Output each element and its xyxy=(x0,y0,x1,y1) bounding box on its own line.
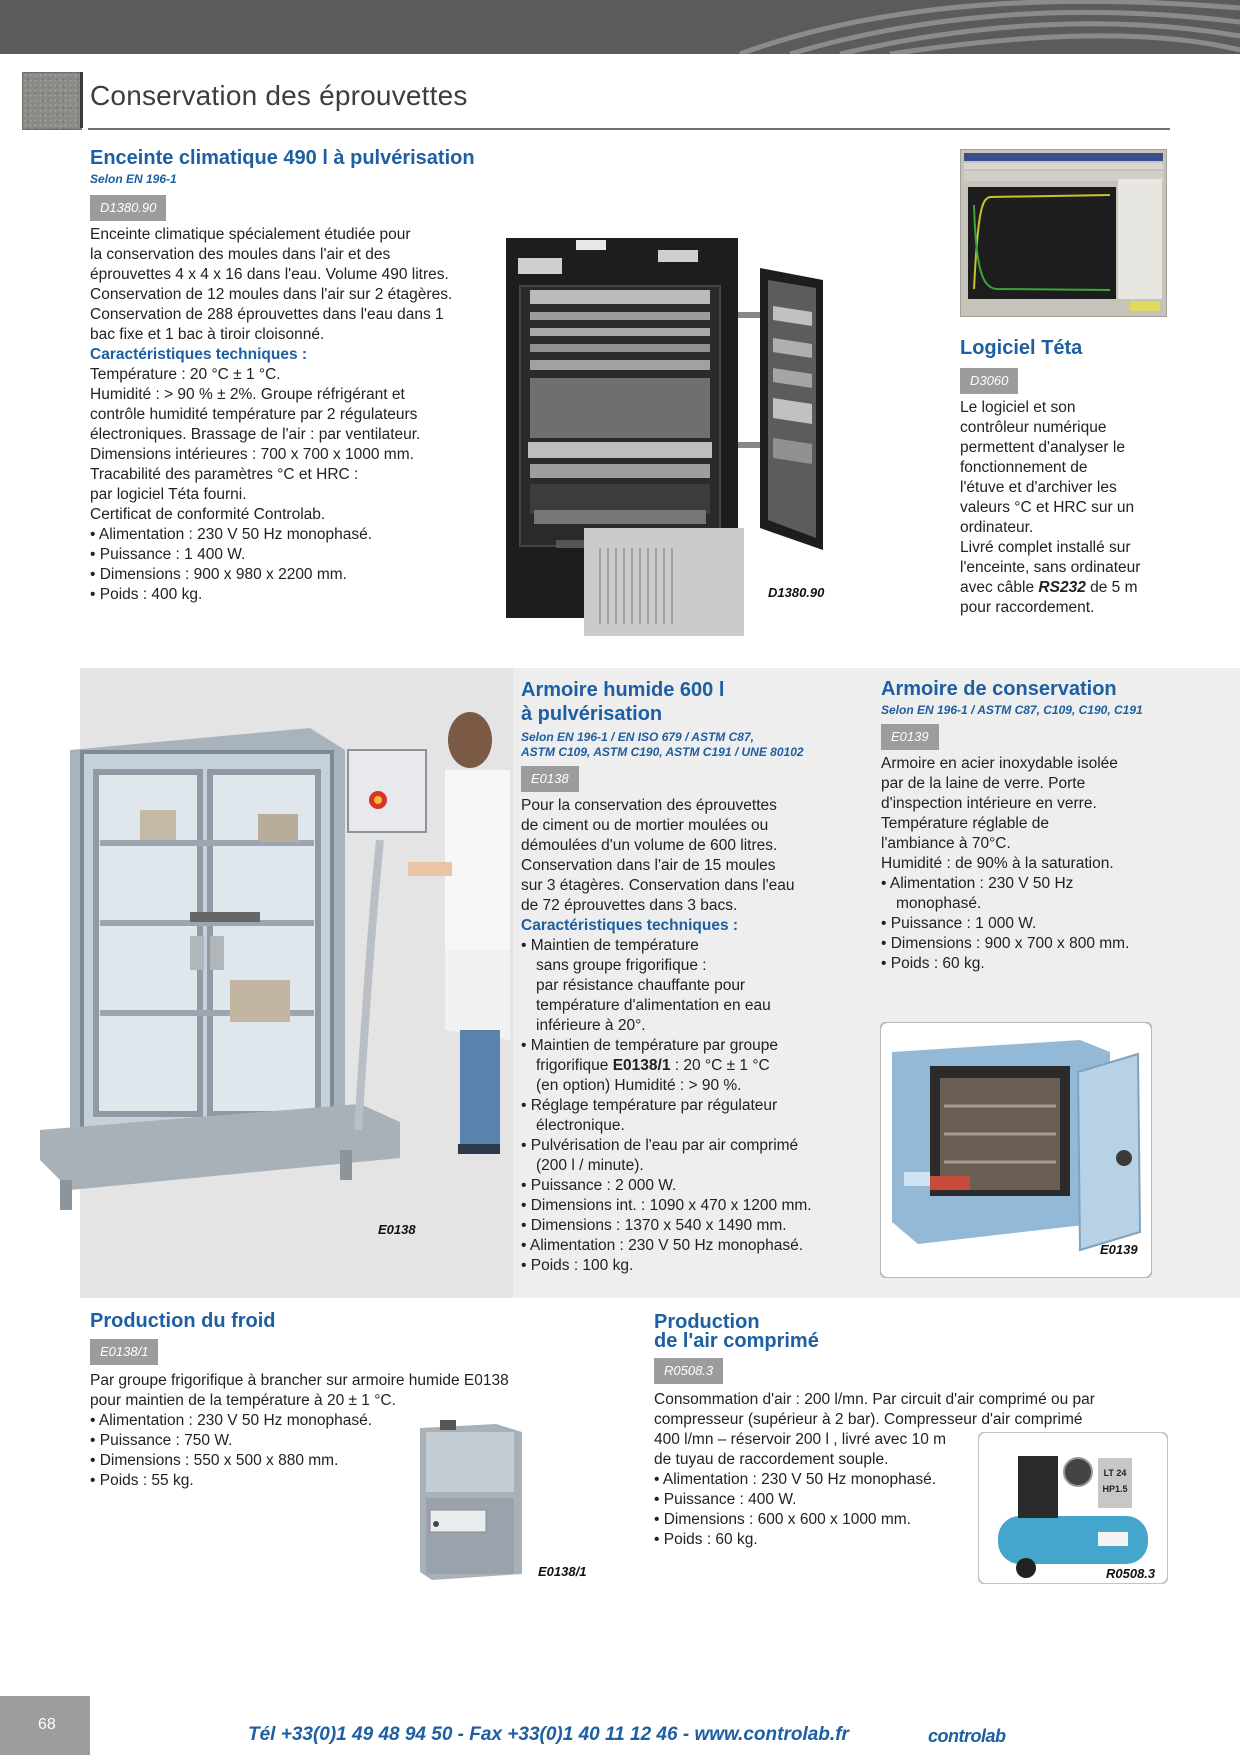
cooling-title: Production du froid xyxy=(90,1310,276,1332)
humid-cabinet-norm-2: ASTM C109, ASTM C190, ASTM C191 / UNE 80102 xyxy=(521,745,804,759)
spec-item: • Dimensions int. : 1090 x 470 x 1200 mm. xyxy=(521,1196,866,1216)
text-span: (en option) Humidité : > 90 %. xyxy=(536,1077,742,1094)
conservation-cabinet-norm: Selon EN 196-1 / ASTM C87, C109, C190, C191 xyxy=(881,703,1143,717)
feature-item xyxy=(521,936,866,1036)
text-line: Température : 20 °C ± 1 °C. xyxy=(90,366,281,383)
page-number: 68 xyxy=(38,1716,56,1733)
text-span: température d'alimentation en eau xyxy=(536,997,771,1014)
spec-item: • Poids : 100 kg. xyxy=(521,1256,866,1276)
spec-item: • Alimentation : 230 V 50 Hz monophasé. xyxy=(521,1236,866,1256)
logiciel-title: Logiciel Téta xyxy=(960,337,1083,359)
text-line: de 72 éprouvettes dans 3 bacs. xyxy=(521,897,738,914)
spec-item: • Puissance : 1 000 W. xyxy=(881,914,1236,934)
humid-cabinet-title-2: à pulvérisation xyxy=(521,703,663,725)
text-span: Maintien de température xyxy=(530,937,699,954)
enceinte-code: D1380.90 xyxy=(90,195,166,221)
enceinte-title: Enceinte climatique 490 l à pulvérisation xyxy=(90,147,475,169)
spec-item: • Puissance : 1 400 W. xyxy=(90,545,510,565)
text-line: permettent d'analyser le xyxy=(960,439,1125,456)
text-line: démoulées d'un volume de 600 litres. xyxy=(521,837,778,854)
spec-item: • Puissance : 400 W. xyxy=(654,1490,1199,1510)
compressed-air-title-2: de l'air comprimé xyxy=(654,1330,819,1352)
spec-list xyxy=(90,1411,610,1491)
compressor-label-hp: HP1.5 xyxy=(1102,1484,1128,1494)
text-span: avec câble xyxy=(960,579,1039,596)
compressor-caption: R0508.3 xyxy=(1106,1566,1156,1581)
spec-item xyxy=(881,874,1236,914)
text-line: sur 3 étagères. Conservation dans l'eau xyxy=(521,877,795,894)
conservation-cabinet-image xyxy=(880,1022,1152,1278)
conservation-cabinet-code: E0139 xyxy=(881,724,939,750)
text-line: pour raccordement. xyxy=(960,599,1095,616)
text-span: monophasé. xyxy=(896,895,982,912)
text-line: Pour la conservation des éprouvettes xyxy=(521,797,777,814)
spec-item: • Poids : 400 kg. xyxy=(90,585,510,605)
humid-cabinet-image xyxy=(40,690,510,1260)
text-line: l'étuve et d'archiver les xyxy=(960,479,1117,496)
text-span: électronique. xyxy=(536,1117,625,1134)
conservation-cabinet-caption: E0139 xyxy=(1100,1242,1138,1257)
cooling-body xyxy=(90,1371,610,1491)
text-line: valeurs °C et HRC sur un xyxy=(960,499,1135,516)
header-divider xyxy=(80,72,83,128)
text-span: : 20 °C ± 1 °C xyxy=(670,1057,770,1074)
header-texture-square xyxy=(22,72,82,130)
text-line: 400 l/mn – réservoir 200 l , livré avec 10 m xyxy=(654,1431,947,1448)
text-line: Par groupe frigorifique à brancher sur armoire humide E0138 xyxy=(90,1372,509,1389)
controlab-logo: controlab xyxy=(928,1726,1006,1746)
climatic-chamber-image xyxy=(498,228,928,640)
text-line: Conservation dans l'air de 15 moules xyxy=(521,857,776,874)
text-span: par résistance chauffante pour xyxy=(536,977,746,994)
text-line: Humidité : de 90% à la saturation. xyxy=(881,855,1114,872)
humid-cabinet-section xyxy=(521,678,866,1276)
text-line: l'ambiance à 70°C. xyxy=(881,835,1011,852)
text-line: Certificat de conformité Controlab. xyxy=(90,506,326,523)
humid-cabinet-caption: E0138 xyxy=(378,1222,416,1237)
text-line: par logiciel Téta fourni. xyxy=(90,486,247,503)
tech-heading: Caractéristiques techniques : xyxy=(521,917,739,934)
humid-cabinet-norm-1: Selon EN 196-1 / EN ISO 679 / ASTM C87, xyxy=(521,730,754,744)
enceinte-body xyxy=(90,225,510,605)
text-line: Enceinte climatique spécialement étudiée pour xyxy=(90,226,411,243)
text-line: compresseur (supérieur à 2 bar). Compresseur d'air comprimé xyxy=(654,1411,1083,1428)
spec-item: • Alimentation : 230 V 50 Hz monophasé. xyxy=(90,1411,610,1431)
header-rule xyxy=(88,128,1170,130)
conservation-cabinet-section xyxy=(881,677,1236,974)
spec-item: • Dimensions : 600 x 600 x 1000 mm. xyxy=(654,1510,1199,1530)
logiciel-section xyxy=(960,336,1190,618)
text-span: inférieure à 20°. xyxy=(536,1017,646,1034)
text-line: Température réglable de xyxy=(881,815,1050,832)
text-line: bac fixe et 1 bac à tiroir cloisonné. xyxy=(90,326,325,343)
text-line: pour maintien de la température à 20 ± 1 °C. xyxy=(90,1392,396,1409)
text-line: fonctionnement de xyxy=(960,459,1088,476)
text-span: Maintien de température par groupe xyxy=(530,1037,779,1054)
text-line: Armoire en acier inoxydable isolée xyxy=(881,755,1118,772)
cooling-code: E0138/1 xyxy=(90,1339,158,1365)
enceinte-norm: Selon EN 196-1 xyxy=(90,172,177,186)
feature-item xyxy=(521,1136,866,1176)
text-span: Réglage température par régulateur xyxy=(530,1097,778,1114)
text-line: Livré complet installé sur xyxy=(960,539,1131,556)
logiciel-code: D3060 xyxy=(960,368,1018,394)
spec-item: • Alimentation : 230 V 50 Hz monophasé. xyxy=(90,525,510,545)
compressed-air-title-1: Production xyxy=(654,1311,760,1333)
header-band xyxy=(0,0,1240,54)
spec-item: • Puissance : 2 000 W. xyxy=(521,1176,866,1196)
spec-item: • Dimensions : 550 x 500 x 880 mm. xyxy=(90,1451,610,1471)
text-line: Consommation d'air : 200 l/mn. Par circuit d'air comprimé ou par xyxy=(654,1391,1095,1408)
logiciel-body xyxy=(960,398,1190,618)
text-line: l'enceinte, sans ordinateur xyxy=(960,559,1141,576)
text-line: contrôleur numérique xyxy=(960,419,1107,436)
text-line: éprouvettes 4 x 4 x 16 dans l'eau. Volume 490 litres. xyxy=(90,266,449,283)
text-span: de 5 m xyxy=(1085,579,1138,596)
text-line: Conservation de 288 éprouvettes dans l'eau dans 1 xyxy=(90,306,444,323)
compressor-label-lt: LT 24 xyxy=(1103,1468,1127,1478)
text-line: ordinateur. xyxy=(960,519,1034,536)
text-line: électroniques. Brassage de l'air : par ventilateur. xyxy=(90,426,421,443)
text-span: sans groupe frigorifique : xyxy=(536,957,707,974)
compressor-image xyxy=(978,1432,1168,1584)
humid-cabinet-body xyxy=(521,796,866,1276)
compressed-air-code: R0508.3 xyxy=(654,1358,723,1384)
text-span: RS232 xyxy=(1038,579,1086,596)
spec-item: • Poids : 60 kg. xyxy=(881,954,1236,974)
cooling-caption: E0138/1 xyxy=(538,1564,587,1579)
text-span: Pulvérisation de l'eau par air comprimé xyxy=(530,1137,799,1154)
spec-item: • Dimensions : 1370 x 540 x 1490 mm. xyxy=(521,1216,866,1236)
text-line: par de la laine de verre. Porte xyxy=(881,775,1086,792)
page-title: Conservation des éprouvettes xyxy=(90,80,468,111)
text-line: de ciment ou de mortier moulées ou xyxy=(521,817,769,834)
humid-cabinet-code: E0138 xyxy=(521,766,579,792)
text-line: contrôle humidité température par 2 régulateurs xyxy=(90,406,418,423)
footer-contact: Tél +33(0)1 49 48 94 50 - Fax +33(0)1 40 11 12 46 - www.controlab.fr xyxy=(248,1724,849,1745)
page-number-box xyxy=(0,1696,90,1755)
enceinte-caption: D1380.90 xyxy=(768,585,825,600)
conservation-cabinet-body xyxy=(881,754,1236,974)
text-span: frigorifique xyxy=(536,1057,613,1074)
spec-item: • Poids : 55 kg. xyxy=(90,1471,610,1491)
spec-item: • Dimensions : 900 x 700 x 800 mm. xyxy=(881,934,1236,954)
cooling-unit-image xyxy=(412,1414,532,1584)
text-line: Humidité : > 90 % ± 2%. Groupe réfrigérant et xyxy=(90,386,405,403)
feature-item xyxy=(521,1036,866,1096)
enceinte-section xyxy=(90,146,510,605)
spec-item: • Poids : 60 kg. xyxy=(654,1530,1199,1550)
text-line: la conservation des moules dans l'air et des xyxy=(90,246,391,263)
text-span: E0138/1 xyxy=(612,1057,671,1074)
spec-item: • Puissance : 750 W. xyxy=(90,1431,610,1451)
feature-list xyxy=(521,936,866,1276)
software-screenshot-image xyxy=(960,149,1167,317)
text-line: de tuyau de raccordement souple. xyxy=(654,1451,889,1468)
text-span: Alimentation : 230 V 50 Hz xyxy=(889,875,1074,892)
spec-list xyxy=(90,525,510,605)
cooling-section xyxy=(90,1309,610,1491)
text-line: Tracabilité des paramètres °C et HRC : xyxy=(90,466,359,483)
spec-item: • Dimensions : 900 x 980 x 2200 mm. xyxy=(90,565,510,585)
text-line: Le logiciel et son xyxy=(960,399,1076,416)
text-line: Dimensions intérieures : 700 x 700 x 1000 mm. xyxy=(90,446,414,463)
humid-cabinet-title-1: Armoire humide 600 l xyxy=(521,679,725,701)
text-line xyxy=(960,578,1190,598)
spec-item: • Alimentation : 230 V 50 Hz monophasé. xyxy=(654,1470,1199,1490)
feature-item xyxy=(521,1096,866,1136)
spec-list xyxy=(881,874,1236,974)
conservation-cabinet-title: Armoire de conservation xyxy=(881,678,1117,700)
decorative-swoosh xyxy=(720,0,1240,54)
text-span: (200 l / minute). xyxy=(536,1157,644,1174)
text-line: d'inspection intérieure en verre. xyxy=(881,795,1097,812)
text-line: Conservation de 12 moules dans l'air sur 2 étagères. xyxy=(90,286,453,303)
tech-heading: Caractéristiques techniques : xyxy=(90,346,308,363)
